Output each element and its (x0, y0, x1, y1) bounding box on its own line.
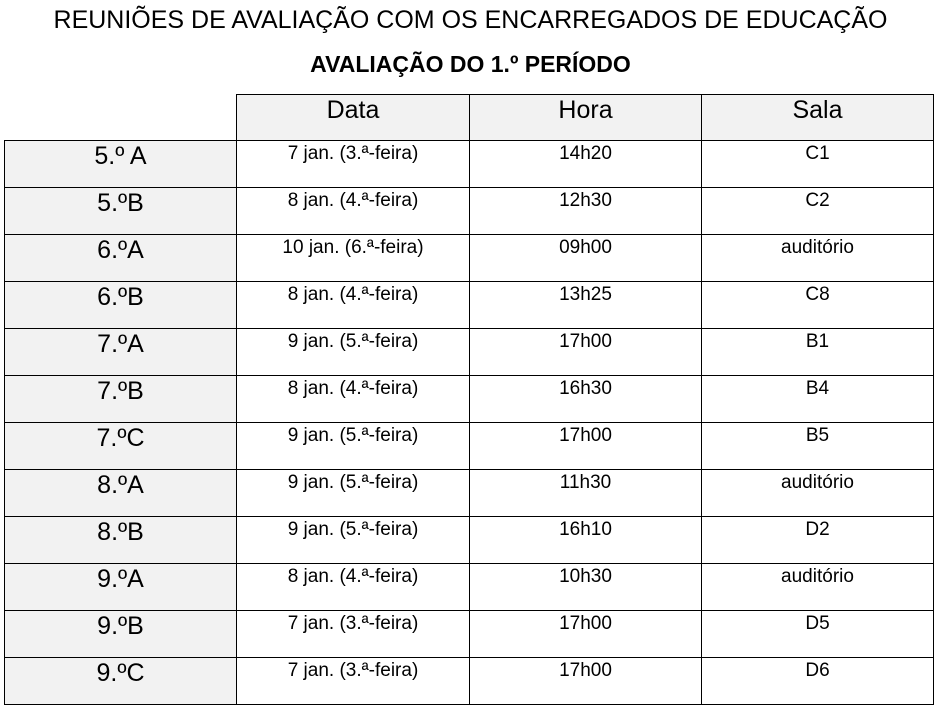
document-title: REUNIÕES DE AVALIAÇÃO COM OS ENCARREGADOS DE EDUCAÇÃO (53, 6, 888, 34)
room-cell: auditório (702, 564, 934, 611)
date-cell: 9 jan. (5.ª-feira) (237, 423, 470, 470)
table-body (5, 141, 934, 705)
header-corner-cell (5, 95, 237, 141)
time-cell: 09h00 (470, 235, 702, 282)
header-hora: Hora (470, 95, 702, 141)
time-cell: 17h00 (470, 329, 702, 376)
date-cell: 9 jan. (5.ª-feira) (237, 329, 470, 376)
class-cell: 7.ºB (5, 376, 237, 423)
time-cell: 16h30 (470, 376, 702, 423)
room-cell: B5 (702, 423, 934, 470)
date-cell: 7 jan. (3.ª-feira) (237, 611, 470, 658)
room-cell: C2 (702, 188, 934, 235)
class-cell: 6.ºA (5, 235, 237, 282)
table-row (5, 658, 934, 705)
time-cell: 17h00 (470, 658, 702, 705)
table-row (5, 470, 934, 517)
class-cell: 7.ºC (5, 423, 237, 470)
table-row (5, 564, 934, 611)
time-cell: 10h30 (470, 564, 702, 611)
header-row (5, 95, 934, 141)
room-cell: auditório (702, 470, 934, 517)
time-cell: 16h10 (470, 517, 702, 564)
time-cell: 14h20 (470, 141, 702, 188)
table-row (5, 235, 934, 282)
room-cell: auditório (702, 235, 934, 282)
date-cell: 8 jan. (4.ª-feira) (237, 282, 470, 329)
room-cell: D6 (702, 658, 934, 705)
date-cell: 7 jan. (3.ª-feira) (237, 141, 470, 188)
date-cell: 9 jan. (5.ª-feira) (237, 470, 470, 517)
room-cell: D2 (702, 517, 934, 564)
table-row (5, 611, 934, 658)
room-cell: D5 (702, 611, 934, 658)
room-cell: C8 (702, 282, 934, 329)
time-cell: 13h25 (470, 282, 702, 329)
class-cell: 5.º A (5, 141, 237, 188)
time-cell: 17h00 (470, 611, 702, 658)
date-cell: 8 jan. (4.ª-feira) (237, 564, 470, 611)
room-cell: B4 (702, 376, 934, 423)
table-row (5, 141, 934, 188)
class-cell: 9.ºA (5, 564, 237, 611)
table-row (5, 188, 934, 235)
time-cell: 12h30 (470, 188, 702, 235)
meeting-schedule-table (4, 94, 934, 705)
table-row (5, 423, 934, 470)
date-cell: 7 jan. (3.ª-feira) (237, 658, 470, 705)
time-cell: 17h00 (470, 423, 702, 470)
room-cell: C1 (702, 141, 934, 188)
document-subtitle: AVALIAÇÃO DO 1.º PERÍODO (310, 51, 631, 77)
room-cell: B1 (702, 329, 934, 376)
time-cell: 11h30 (470, 470, 702, 517)
date-cell: 8 jan. (4.ª-feira) (237, 188, 470, 235)
table-row (5, 282, 934, 329)
class-cell: 8.ºA (5, 470, 237, 517)
class-cell: 6.ºB (5, 282, 237, 329)
table-row (5, 329, 934, 376)
header-data: Data (237, 95, 470, 141)
date-cell: 9 jan. (5.ª-feira) (237, 517, 470, 564)
class-cell: 5.ºB (5, 188, 237, 235)
class-cell: 8.ºB (5, 517, 237, 564)
class-cell: 9.ºB (5, 611, 237, 658)
table-header (5, 95, 934, 141)
date-cell: 8 jan. (4.ª-feira) (237, 376, 470, 423)
date-cell: 10 jan. (6.ª-feira) (237, 235, 470, 282)
class-cell: 7.ºA (5, 329, 237, 376)
table-row (5, 376, 934, 423)
table-row (5, 517, 934, 564)
header-sala: Sala (702, 95, 934, 141)
class-cell: 9.ºC (5, 658, 237, 705)
